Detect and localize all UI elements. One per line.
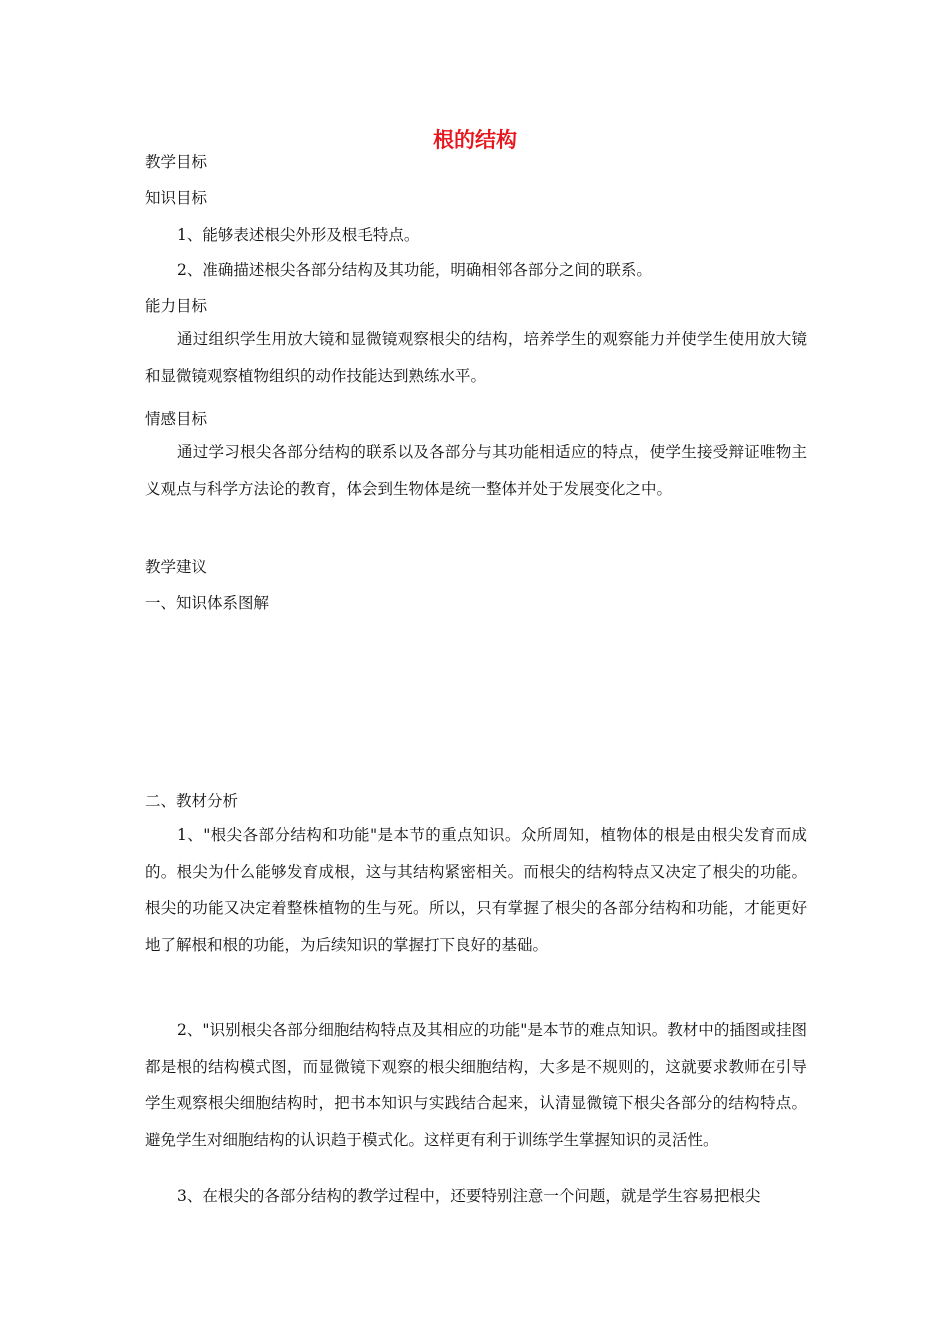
section-knowledge-diagram-heading: 一、知识体系图解: [145, 594, 270, 612]
teaching-goals-heading: 教学目标: [145, 153, 208, 171]
ability-goals-heading: 能力目标: [145, 297, 208, 315]
section-material-analysis-heading: 二、教材分析: [145, 792, 239, 810]
knowledge-goal-1: 1、能够表述根尖外形及根毛特点。: [177, 226, 420, 244]
emotion-goals-text: 通过学习根尖各部分结构的联系以及各部分与其功能相适应的特点，使学生接受辩证唯物主义观点与科学方法论的教育，体会到生物体是统一整体并处于发展变化之中。: [145, 443, 807, 498]
knowledge-goal-2: 2、准确描述根尖各部分结构及其功能，明确相邻各部分之间的联系。: [177, 261, 652, 279]
knowledge-goals-heading: 知识目标: [145, 189, 208, 207]
analysis-paragraph-3: 3、在根尖的各部分结构的教学过程中，还要特别注意一个问题，就是学生容易把根尖: [177, 1187, 761, 1205]
analysis-paragraph-2: 2、"识别根尖各部分细胞结构特点及其相应的功能"是本节的难点知识。教材中的插图或挂图都是根的结构模式图，而显微镜下观察的根尖细胞结构，大多是不规则的，这就要求教师在引导学生观察根尖细胞结构时，把书本知识与实践结合起来，认清显微镜下根尖各部分的结构特点。避免学生对细胞结构的认识趋于模式化。这样更有利于训练学生掌握知识的灵活性。: [145, 1021, 807, 1149]
analysis-paragraph-1: 1、"根尖各部分结构和功能"是本节的重点知识。众所周知，植物体的根是由根尖发育而成的。根尖为什么能够发育成根，这与其结构紧密相关。而根尖的结构特点又决定了根尖的功能。根尖的功能又决定着整株植物的生与死。所以，只有掌握了根尖的各部分结构和功能，才能更好地了解根和根的功能，为后续知识的掌握打下良好的基础。: [145, 826, 807, 954]
teaching-suggestions-heading: 教学建议: [145, 558, 208, 576]
emotion-goals-heading: 情感目标: [145, 410, 208, 428]
document-title: 根的结构: [433, 128, 517, 152]
ability-goals-text: 通过组织学生用放大镜和显微镜观察根尖的结构，培养学生的观察能力并使学生使用放大镜和显微镜观察植物组织的动作技能达到熟练水平。: [145, 330, 807, 385]
